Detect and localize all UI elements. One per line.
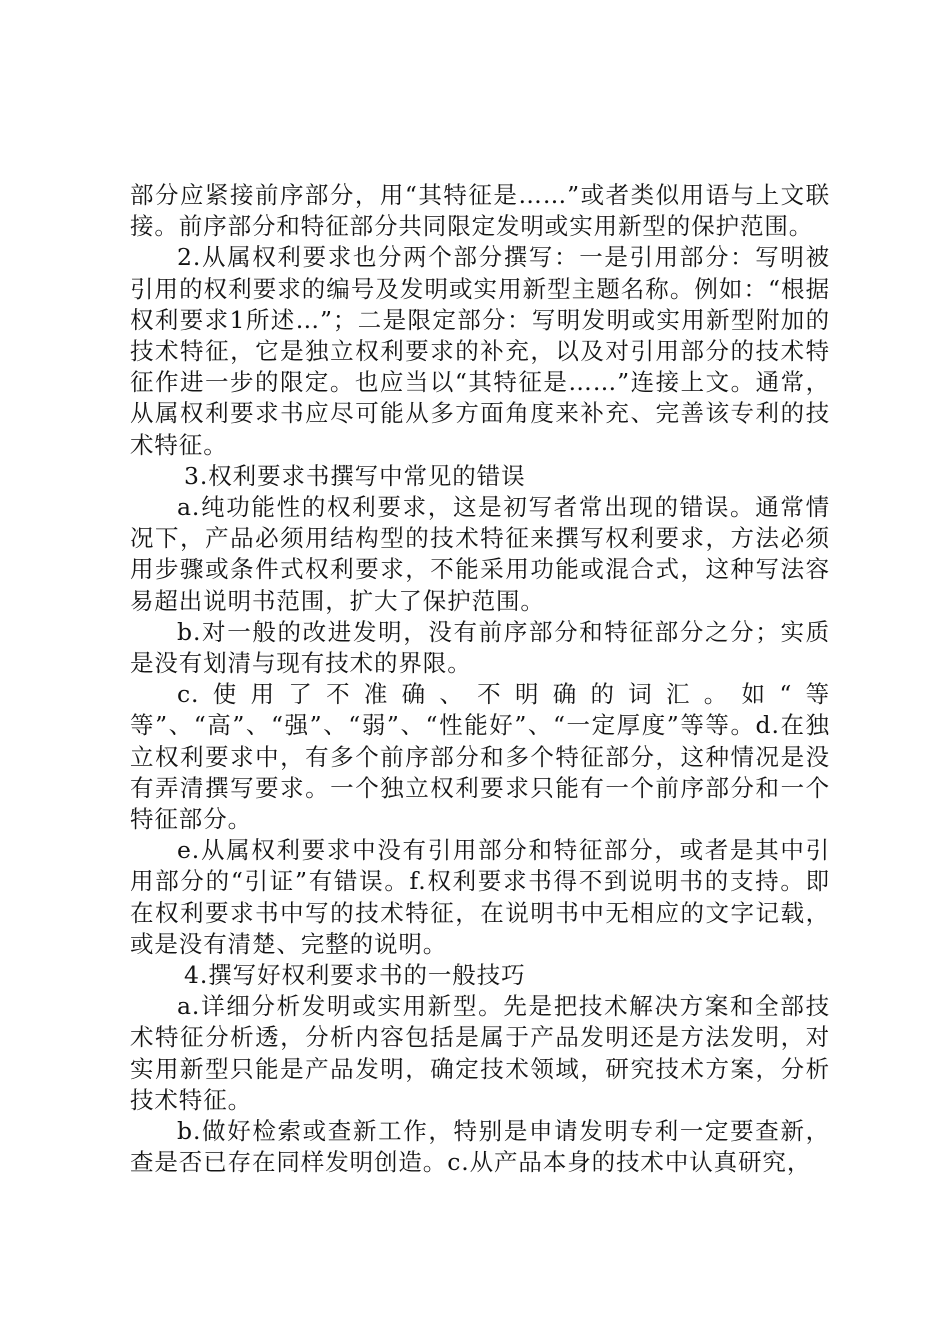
paragraph-error-c-d: c.使用了不准确、不明确的词汇。如“等等”、“高”、“强”、“弱”、“性能好”、“一定厚度”等等。d.在独立权利要求中，有多个前序部分和多个特征部分，这种情况是没有弄清撰写要求。一个独立权利要求只能有一个前序部分和一个特征部分。 [130, 680, 830, 834]
paragraph-error-b: b.对一般的改进发明，没有前序部分和特征部分之分；实质是没有划清与现有技术的界限。 [130, 617, 830, 678]
document-body [130, 180, 830, 1179]
paragraph-dependent-claims: 2.从属权利要求也分两个部分撰写：一是引用部分：写明被引用的权利要求的编号及发明或实用新型主题名称。例如：“根据权利要求1所述…”；二是限定部分：写明发明或实用新型附加的技术特征，它是独立权利要求的补充，以及对引用部分的技术特征作进一步的限定。也应当以“其特征是……”连接上文。通常，从属权利要求书应尽可能从多方面角度来补充、完善该专利的技术特征。 [130, 243, 830, 459]
paragraph-continuation: 部分应紧接前序部分，用“其特征是……”或者类似用语与上文联接。前序部分和特征部分共同限定发明或实用新型的保护范围。 [130, 181, 830, 241]
paragraph-error-e-f: e.从属权利要求中没有引用部分和特征部分，或者是其中引用部分的“引证”有错误。f.权利要求书得不到说明书的支持。即在权利要求书中写的技术特征，在说明书中无相应的文字记载，或是没有清楚、完整的说明。 [130, 836, 830, 958]
paragraph-error-a: a.纯功能性的权利要求，这是初写者常出现的错误。通常情况下，产品必须用结构型的技术特征来撰写权利要求，方法必须用步骤或条件式权利要求，不能采用功能或混合式，这种写法容易超出说明书范围，扩大了保护范围。 [130, 493, 830, 615]
paragraph-tip-b-c: b.做好检索或查新工作，特别是申请发明专利一定要查新，查是否已存在同样发明创造。c.从产品本身的技术中认真研究， [130, 1117, 830, 1177]
section-heading-common-errors: 3.权利要求书撰写中常见的错误 [184, 461, 526, 490]
section-heading-writing-tips: 4.撰写好权利要求书的一般技巧 [184, 961, 526, 990]
paragraph-tip-a: a.详细分析发明或实用新型。先是把技术解决方案和全部技术特征分析透，分析内容包括是属于产品发明还是方法发明，对实用新型只能是产品发明，确定技术领域，研究技术方案，分析技术特征。 [130, 992, 830, 1114]
